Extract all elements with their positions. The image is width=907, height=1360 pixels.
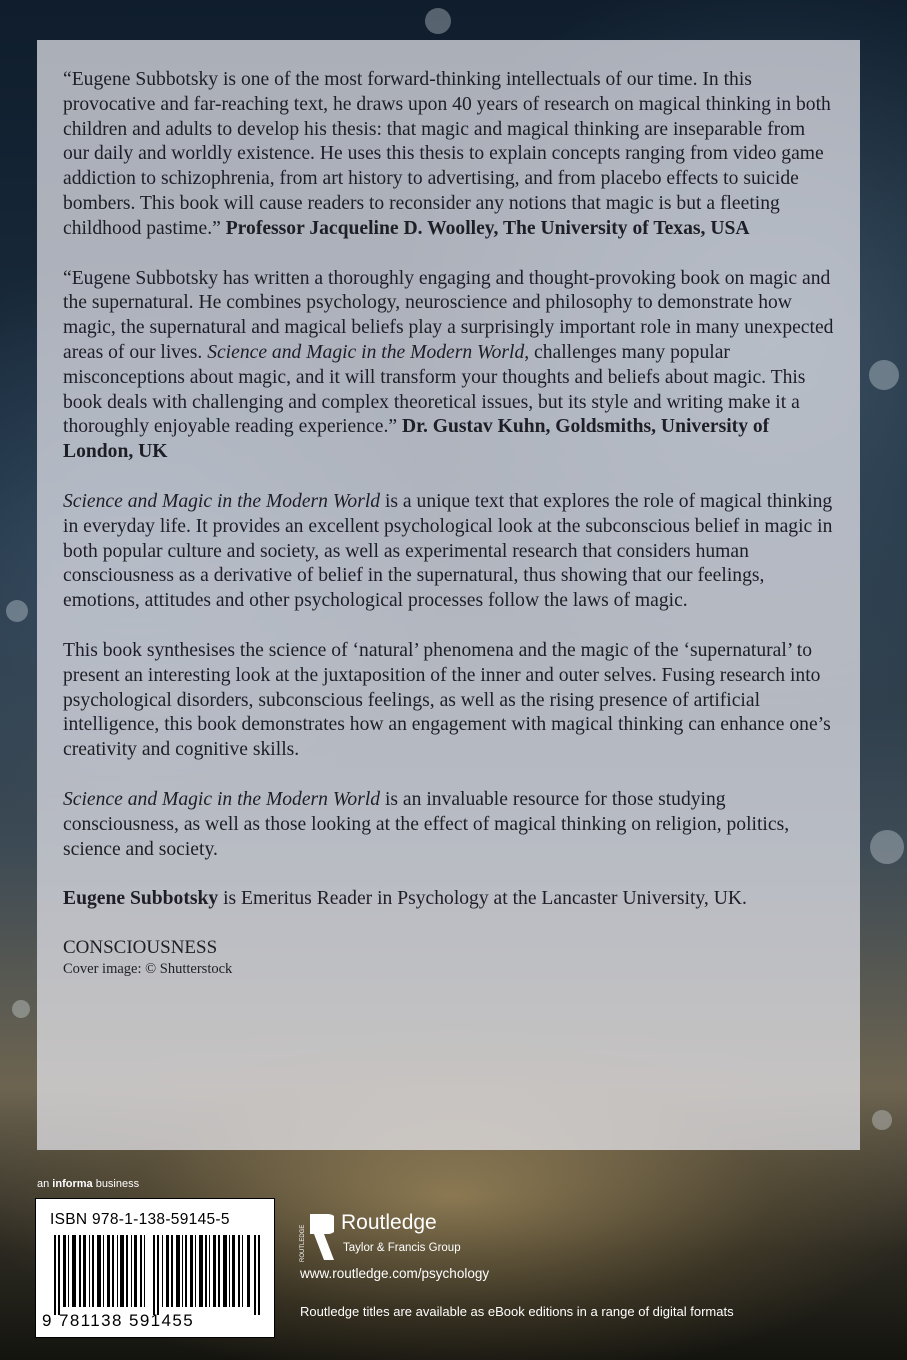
endorsement-attribution: Dr. Gustav Kuhn, Goldsmiths, University of London, UK: [63, 416, 770, 463]
description-text: is a unique text that explores the role of magical thinking in everyday life. It provides an excellent psychological look at the subconscious belief in magic in both popular culture and society, as well as experimental research that considers human consciousness as a derivative of belief in the supernatural, thus showing that our feelings, emotions, attitudes and other psychological processes follow the laws of magic.: [63, 490, 833, 612]
book-title: Science and Magic in the Modern World: [63, 490, 381, 512]
barcode-box: [35, 1198, 275, 1338]
bokeh-dot: [6, 600, 28, 622]
bokeh-dot: [425, 8, 451, 34]
publisher-url[interactable]: www.routledge.com/psychology: [300, 1266, 490, 1281]
author-bio: [63, 887, 834, 912]
book-title: Science and Magic in the Modern World: [63, 788, 381, 810]
endorsement-woolley: [63, 68, 834, 242]
informa-tagline: [37, 1178, 139, 1190]
description-text: This book synthesises the science of ‘natural’ phenomena and the magic of the ‘supernatural’ to present an interesting look at the juxtaposition of the inner and outer selves. Fusing research into psychological disorders, subconscious feelings, as well as the rising presence of artificial intelligence, this book demonstrates how an engagement with magical thinking can enhance one’s creativity and cognitive skills.: [63, 639, 831, 761]
bokeh-dot: [12, 1000, 30, 1018]
description-paragraph: [63, 788, 834, 862]
informa-suffix: business: [92, 1178, 140, 1190]
cover-credit: Cover image: © Shutterstock: [63, 961, 233, 978]
book-title: Science and Magic in the Modern World: [207, 341, 525, 363]
ean-digits: 9 781138 591455: [42, 1311, 195, 1330]
publisher-name: Routledge: [341, 1211, 437, 1234]
ebook-note: Routledge titles are available as eBook editions in a range of digital formats: [300, 1304, 734, 1319]
description-paragraph: [63, 490, 834, 614]
isbn-label: ISBN 978-1-138-59145-5: [50, 1211, 230, 1228]
endorsement-text: “Eugene Subbotsky has written a thoroughly engaging and thought-provoking book on magic and the supernatural. He combines psychology, neuroscience and philosophy to demonstrate how magic, the supernatural and magical beliefs play a surprisingly important role in many unexpected areas of our lives.: [63, 267, 834, 363]
barcode-icon: [54, 1235, 260, 1315]
endorsement-attribution: Professor Jacqueline D. Woolley, The University of Texas, USA: [225, 217, 750, 239]
endorsement-kuhn: [63, 267, 834, 465]
endorsement-text: , challenges many popular misconceptions about magic, and it will transform your thoughts and beliefs about magic. This book deals with challenging and complex theoretical issues, but its style and writing make it a thoroughly enjoyable reading experience.”: [63, 341, 806, 438]
publisher-group: Taylor & Francis Group: [343, 1242, 461, 1254]
author-name: Eugene Subbotsky: [63, 888, 219, 910]
informa-prefix: an: [37, 1178, 53, 1190]
bokeh-dot: [870, 830, 904, 864]
blurb-panel: [37, 40, 860, 1150]
description-paragraph: [63, 639, 834, 763]
informa-word: informa: [52, 1178, 93, 1190]
endorsement-text: “Eugene Subbotsky is one of the most forward-thinking intellectuals of our time. In this provocative and far-reaching text, he draws upon 40 years of research on magical thinking in both children and adults to develop his thesis: that magic and magical thinking are inseparable from our daily and worldly existence. He uses this thesis to explain concepts ranging from video game addiction to schizophrenia, from art history to advertising, and from placebo effects to suicide bombers. This book will cause readers to reconsider any notions that magic is but a fleeting childhood pastime.”: [63, 69, 831, 239]
routledge-logo-icon: [296, 1210, 334, 1264]
series-label: CONSCIOUSNESS: [63, 937, 218, 959]
bokeh-dot: [869, 360, 899, 390]
logo-vertical-text: ROUTLEDGE: [300, 1224, 306, 1262]
description-text: is an invaluable resource for those studying consciousness, as well as those looking at the effect of magical thinking on religion, politics, science and society.: [63, 788, 790, 860]
author-bio-text: is Emeritus Reader in Psychology at the Lancaster University, UK.: [218, 888, 747, 910]
bokeh-dot: [872, 1110, 892, 1130]
